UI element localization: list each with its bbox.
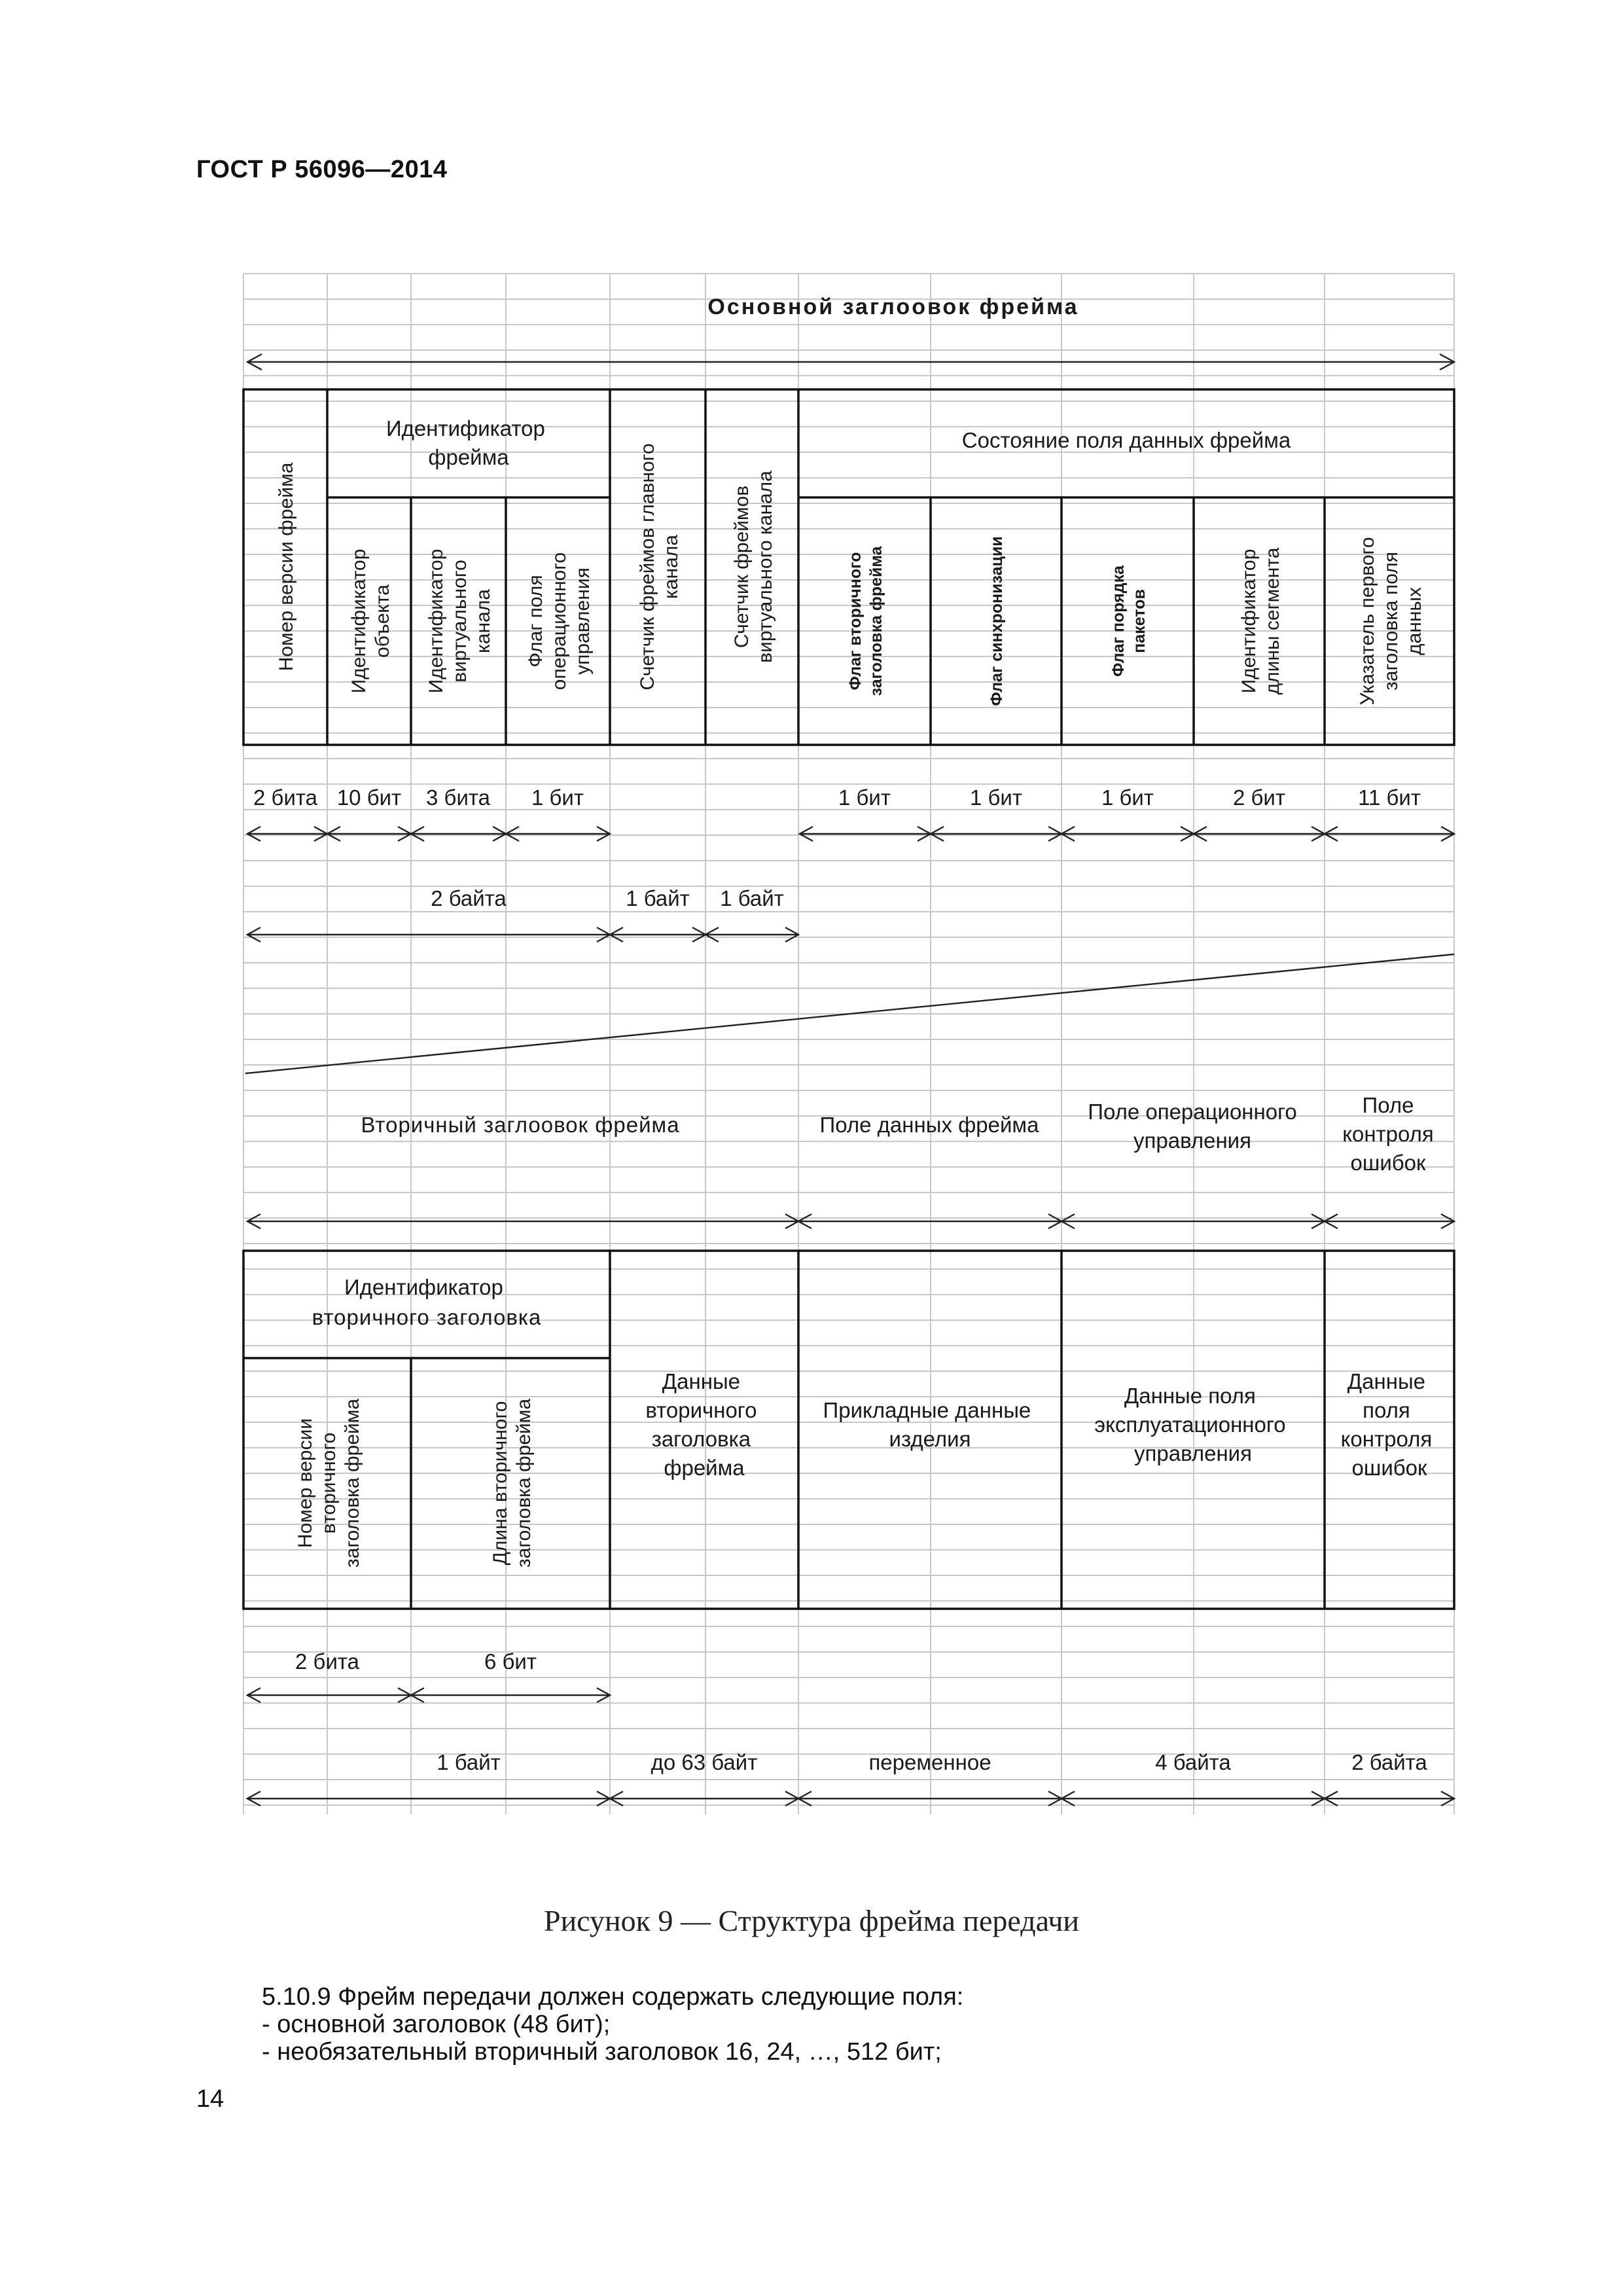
svg-text:3 бита: 3 бита (426, 785, 490, 810)
frame-section-labels (361, 1093, 1433, 1175)
svg-text:Идентификаторвиртуальногоканал: Идентификатор виртуального канала (425, 548, 494, 694)
field-secondary-length (490, 1399, 535, 1568)
bits-arrows-top (247, 827, 1454, 841)
svg-text:1 байт: 1 байт (437, 1750, 501, 1774)
svg-text:Флаг вторичногозаголовка фрейм: Флаг вторичного заголовка фрейма (846, 546, 885, 696)
svg-text:Счетчик фреймоввиртуального ка: Счетчик фреймов виртуального канала (731, 471, 776, 663)
svg-text:4 байта: 4 байта (1155, 1750, 1231, 1774)
svg-text:2 байта: 2 байта (431, 886, 507, 910)
field-virtual-channel-counter (731, 471, 776, 663)
paragraph-2: - основной заголовок (48 бит); (262, 2011, 611, 2038)
field-secondary-data: Данные вторичного заголовка фрейма (645, 1369, 757, 1480)
bits-row-bottom (295, 1649, 537, 1674)
field-object-id (348, 549, 393, 694)
svg-text:Вторичный заглоовок фрейма: Вторичный заглоовок фрейма (361, 1113, 680, 1137)
bytes-arrows-bottom (247, 1791, 1454, 1806)
field-secondary-version (294, 1399, 363, 1568)
svg-text:Номер версии фрейма: Номер версии фрейма (276, 462, 297, 672)
field-virtual-channel-id (425, 549, 494, 694)
svg-text:10 бит: 10 бит (336, 785, 402, 810)
svg-text:2 бита: 2 бита (253, 785, 317, 810)
bytes-row-top (431, 886, 784, 910)
svg-text:2 байта: 2 байта (1351, 1750, 1427, 1774)
figure-grid (243, 274, 1454, 1814)
svg-text:Длина вторичногозаголовка фрей: Длина вторичного заголовка фрейма (490, 1398, 535, 1568)
svg-text:Счетчик фреймов главногоканала: Счетчик фреймов главного канала (637, 443, 682, 691)
svg-text:1 бит: 1 бит (838, 785, 891, 810)
field-frame-version (276, 462, 297, 671)
svg-text:Указатель первогозаголовка пол: Указатель первого заголовка поля данных (1357, 537, 1425, 706)
svg-text:2 бита: 2 бита (295, 1649, 359, 1674)
svg-text:Номер версиивторичногозаголовк: Номер версии вторичного заголовка фрейма (294, 1398, 363, 1568)
svg-text:Флаг поляоперационногоуправлен: Флаг поля операционного управления (525, 552, 594, 691)
field-application-data: Прикладные данные изделия (823, 1398, 1031, 1451)
svg-text:6 бит: 6 бит (484, 1649, 537, 1674)
svg-text:1 бит: 1 бит (531, 785, 584, 810)
main-header-title: Основной заглоовок фрейма (707, 295, 1079, 319)
svg-text:2 бит: 2 бит (1233, 785, 1285, 810)
svg-text:Поле данных фрейма: Поле данных фрейма (819, 1113, 1039, 1137)
bytes-arrows-top (247, 927, 798, 942)
bits-arrows-bottom (247, 1688, 610, 1702)
svg-text:Идентификаторобъекта: Идентификатор объекта (348, 548, 393, 694)
field-segment-length-id (1238, 547, 1283, 694)
svg-text:Поле операционногоуправления: Поле операционного управления (1088, 1100, 1297, 1153)
field-fecf-data: Данные поля контроля ошибок (1340, 1369, 1433, 1480)
page-number: 14 (196, 2085, 224, 2113)
main-header-arrow (247, 354, 1454, 370)
svg-text:1 бит: 1 бит (970, 785, 1022, 810)
svg-text:Полеконтроляошибок: Поле контроля ошибок (1342, 1093, 1434, 1175)
svg-text:Идентификатордлины сегмента: Идентификатор длины сегмента (1238, 547, 1283, 695)
svg-text:1 байт: 1 байт (626, 886, 690, 910)
field-first-header-pointer (1357, 537, 1425, 705)
section-arrows (247, 1214, 1454, 1229)
svg-text:до 63 байт: до 63 байт (651, 1750, 758, 1774)
frame-identifier-header: Идентификатор фрейма (385, 416, 545, 469)
svg-text:1 бит: 1 бит (1101, 785, 1154, 810)
svg-text:Флаг синхронизации: Флаг синхронизации (988, 536, 1006, 706)
field-ocf-flag (525, 552, 594, 690)
paragraph-3: - необязательный вторичный заголовок 16, 24, …, 512 бит; (262, 2038, 942, 2066)
svg-text:11 бит: 11 бит (1358, 785, 1421, 810)
secondary-id-header: Идентификатор вторичного заголовка (312, 1275, 542, 1329)
field-packet-order-flag (1109, 565, 1149, 677)
field-ocf-data: Данные поля эксплуатационного управления (1094, 1384, 1286, 1465)
paragraph-1: 5.10.9 Фрейм передачи должен содержать следующие поля: (262, 1983, 964, 2011)
bits-row-top (253, 785, 1421, 810)
svg-text:1 байт: 1 байт (720, 886, 784, 910)
field-master-channel-counter (637, 443, 682, 690)
field-secondary-header-flag (846, 546, 885, 696)
field-sync-flag (988, 536, 1006, 706)
svg-text:Флаг порядкапакетов: Флаг порядка пакетов (1109, 565, 1149, 677)
svg-text:переменное: переменное (868, 1750, 991, 1774)
data-field-status-header: Состояние поля данных фрейма (961, 428, 1291, 452)
figure-caption: Рисунок 9 — Структура фрейма передачи (544, 1904, 1079, 1937)
document-standard-header: ГОСТ Р 56096—2014 (196, 156, 448, 183)
